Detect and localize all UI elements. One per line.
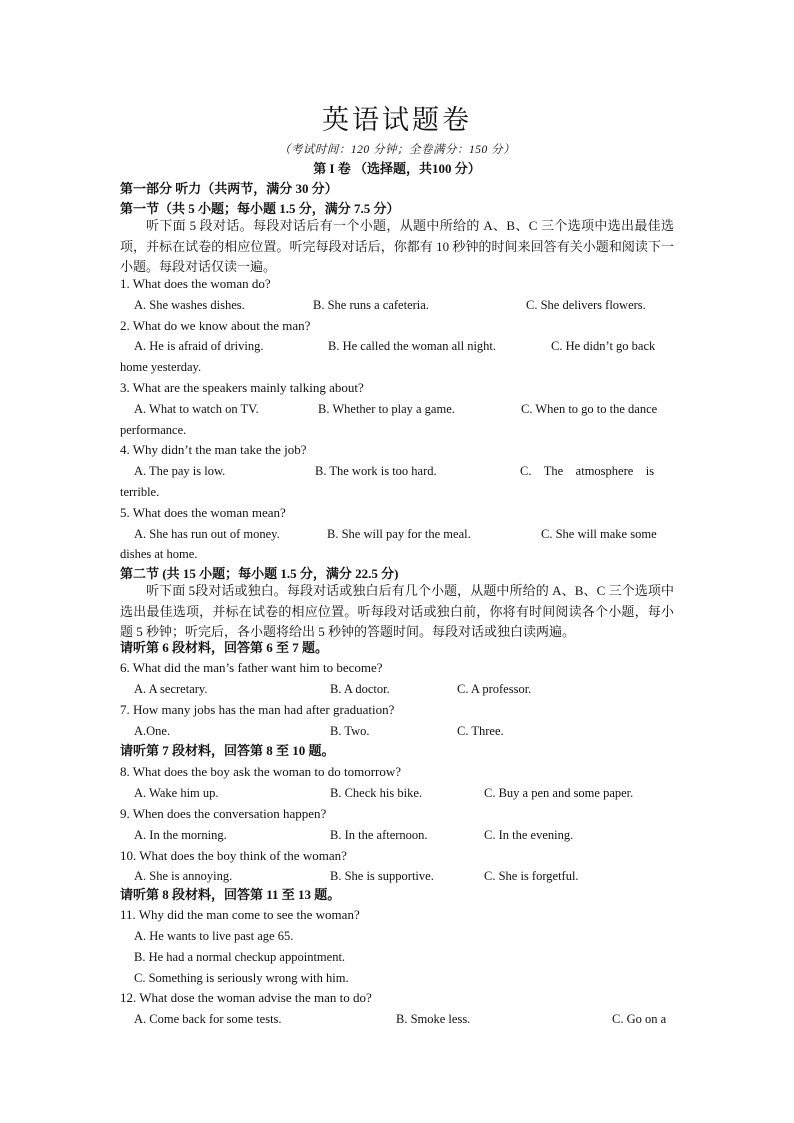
q2-option-c: C. He didn’t go back: [551, 339, 656, 353]
q5-option-b: B. She will pay for the meal.: [327, 527, 471, 541]
q4-option-a: A. The pay is low.: [134, 464, 226, 478]
q10-option-a: A. She is annoying.: [134, 869, 233, 883]
section1-heading: 第一节（共 5 小题；每小题 1.5 分，满分 7.5 分）: [120, 201, 400, 216]
q6-option-b: B. A doctor.: [330, 682, 390, 696]
q12-option-a: A. Come back for some tests.: [134, 1012, 282, 1026]
q9-option-b: B. In the afternoon.: [330, 828, 428, 842]
q11-option-a: A. He wants to live past age 65.: [134, 929, 294, 943]
q6-option-c: C. A professor.: [457, 682, 532, 696]
part1-heading: 第一部分 听力（共两节，满分 30 分）: [120, 181, 338, 196]
q3-option-b: B. Whether to play a game.: [318, 402, 455, 416]
question-4: 4. Why didn’t the man take the job?: [120, 442, 307, 457]
q10-option-c: C. She is forgetful.: [484, 869, 579, 883]
q3-option-c-continued: performance.: [120, 423, 187, 437]
q5-option-a: A. She has run out of money.: [134, 527, 280, 541]
group-7-heading: 请听第 7 段材料，回答第 8 至 10 题。: [120, 743, 335, 758]
question-8: 8. What does the boy ask the woman to do tomorrow?: [120, 764, 402, 779]
page-title: 英语试题卷: [322, 105, 472, 136]
q11-option-c: C. Something is seriously wrong with him.: [134, 971, 349, 985]
q11-option-b: B. He had a normal checkup appointment.: [134, 950, 346, 964]
section2-instructions: 听下面 5段对话或独白。每段对话或独白后有几个小题，从题中所给的 A、B、C 三个选项中选出最佳选项，并标在试卷的相应位置。听每段对话或独白前，你将有时间阅读各个小题，每小题 5 秒钟；听完后，各小题将给出 5 秒钟的答题时间。每段对话或独白读两遍。: [120, 583, 674, 640]
question-7: 7. How many jobs has the man had after graduation?: [120, 702, 395, 717]
q7-option-b: B. Two.: [330, 724, 370, 738]
q3-option-c: C. When to go to the dance: [521, 402, 658, 416]
q8-option-a: A. Wake him up.: [134, 786, 219, 800]
question-12: 12. What dose the woman advise the man to do?: [120, 990, 372, 1005]
question-3: 3. What are the speakers mainly talking about?: [120, 380, 364, 395]
q4-option-c: C. The atmosphere is: [520, 464, 655, 478]
q8-option-c: C. Buy a pen and some paper.: [484, 786, 634, 800]
volume-heading: 第 I 卷 （选择题，共100 分）: [313, 161, 481, 176]
group-8-heading: 请听第 8 段材料，回答第 11 至 13 题。: [120, 887, 341, 902]
q1-option-c: C. She delivers flowers.: [526, 298, 646, 312]
q4-option-c-continued: terrible.: [120, 485, 160, 499]
q9-option-c: C. In the evening.: [484, 828, 574, 842]
exam-info: （考试时间：120 分钟；全卷满分：150 分）: [278, 144, 516, 156]
q9-option-a: A. In the morning.: [134, 828, 227, 842]
question-2: 2. What do we know about the man?: [120, 318, 311, 333]
q1-option-b: B. She runs a cafeteria.: [313, 298, 429, 312]
q1-option-a: A. She washes dishes.: [134, 298, 245, 312]
q7-option-c: C. Three.: [457, 724, 504, 738]
q2-option-b: B. He called the woman all night.: [328, 339, 497, 353]
q7-option-a: A.One.: [134, 724, 171, 738]
q10-option-b: B. She is supportive.: [330, 869, 434, 883]
q8-option-b: B. Check his bike.: [330, 786, 423, 800]
q5-option-c-continued: dishes at home.: [120, 547, 198, 561]
question-1: 1. What does the woman do?: [120, 276, 271, 291]
question-6: 6. What did the man’s father want him to become?: [120, 660, 383, 675]
group-6-heading: 请听第 6 段材料，回答第 6 至 7 题。: [120, 640, 329, 655]
q4-option-b: B. The work is too hard.: [315, 464, 437, 478]
section2-heading: 第二节 (共 15 小题；每小题 1.5 分，满分 22.5 分): [120, 566, 399, 581]
question-11: 11. Why did the man come to see the woman?: [120, 907, 360, 922]
q5-option-c: C. She will make some: [541, 527, 657, 541]
section1-instructions: 听下面 5 段对话。每段对话后有一个小题，从题中所给的 A、B、C 三个选项中选出最佳选项，并标在试卷的相应位置。听完每段对话后，你都有 10 秒钟的时间来回答有关小题和阅读下一小题。每段对话仅读一遍。: [120, 218, 674, 275]
q6-option-a: A. A secretary.: [134, 682, 208, 696]
q2-option-c-continued: home yesterday.: [120, 360, 202, 374]
q12-option-c: C. Go on a: [612, 1012, 667, 1026]
question-9: 9. When does the conversation happen?: [120, 806, 327, 821]
q3-option-a: A. What to watch on TV.: [134, 402, 259, 416]
q12-option-b: B. Smoke less.: [396, 1012, 471, 1026]
question-5: 5. What does the woman mean?: [120, 505, 286, 520]
q2-option-a: A. He is afraid of driving.: [134, 339, 264, 353]
question-10: 10. What does the boy think of the woman?: [120, 848, 347, 863]
